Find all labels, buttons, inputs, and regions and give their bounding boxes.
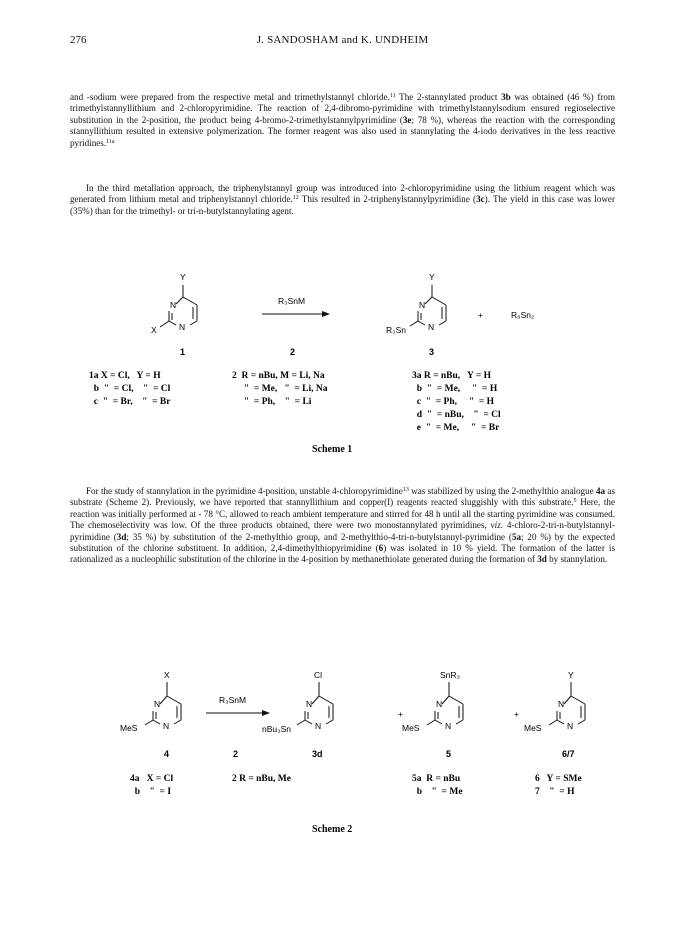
text-run: For the study of stannylation in the pyrimidine 4-position, unstable 4-chloropyrimidine [86,486,403,496]
table-row: b " = Me, " = H [412,384,498,394]
table-row: 4a X = Cl [130,774,174,784]
compound-reference: 3c [476,194,485,205]
compound-reference: 3b [501,92,511,102]
reagent-label: R₃SnM [219,695,247,705]
bond-1-c2-x [160,321,169,327]
text-run: viz [490,520,501,531]
atom-label: MeS [120,723,138,733]
atom-label: SnR₃ [440,670,460,680]
atom-label: Cl [314,670,323,680]
ring-4-bond [153,720,160,724]
atom-label: MeS [524,723,542,733]
atom-label: N [179,322,186,332]
atom-label: R₃Sn [386,325,406,335]
scheme-1-drawing [0,255,680,455]
atom-label: N [567,721,574,731]
reagent-label: R₃SnM [278,296,306,306]
table-row: 2 R = nBu, Me [232,774,291,784]
compound-reference: 3d [537,554,547,565]
atom-label: Y [180,272,186,282]
plus-sign: + [478,310,483,320]
scheme-caption: Scheme 1 [312,444,353,455]
ring-4-bond [167,696,181,704]
ring-3-bond [418,321,425,325]
text-run: and -sodium were prepared from the respective metal and trimethylstannyl chloride. [70,92,390,102]
ring-3d-bond [326,720,333,724]
text-run: as substrate (Scheme 2). Previously, we have reported that stannyllithium and copper(I) reagents reacted sluggishly with this substrate. [70,486,615,508]
ring-5-bond [456,720,463,724]
atom-label: nBu₃Sn [262,724,291,734]
substituent-table-1 [89,371,171,407]
text-run: ; 35 %) by substitution of the 2-methylthio group, and 2-methylthio-4-tri-n-butylstannyl-pyrimidine ( [126,531,512,542]
table-row: d " = nBu, " = Cl [412,410,501,420]
ring-3-bond [425,297,432,304]
page-number: 276 [70,34,87,46]
reaction-arrow-1-head [322,311,330,317]
ring-67-bond [571,696,585,704]
reference-superscript: 11a [106,138,115,145]
text-run: ; 20 %) by the expected substitution of the chlorine substituent. In addition, 2,4-dimethylthiopyrimidine ( [70,531,615,554]
text-run: In the third metallation approach, the triphenylstannyl group was introduced into 2-chloropyrimidine using the lithium reagent which was generated from lithium metal and triphenylstannyl chloride. [70,183,615,205]
compound-number: 5 [446,749,452,759]
atom-label: X [151,325,157,335]
table-row: 7 " = H [535,787,575,797]
compound-number: 4 [164,749,170,759]
ring-3d-bond [305,720,312,724]
substituent-table-2 [232,371,328,407]
plus-sign: + [514,709,519,719]
scheme-2-drawing [0,660,680,900]
ring-4-bond [174,720,181,724]
text-run: Here, the reaction was initially performed at - 78 °C, allowed to reach ambient temperature and stirred for 48 h until all the starting pyrimidine was consumed. The chemoselectivity was low. Of the three products obtained, there were two monostannylated pyrimidines, [70,497,615,531]
ring-1-bond [176,297,183,304]
paragraph-1 [70,92,615,149]
text-run: The 2-stannylated product [395,92,502,102]
ring-1-bond [169,321,176,325]
table-row: " = Me, " = Li, Na [232,384,328,394]
compound-number: 3d [312,749,323,759]
compound-number: 6/7 [562,749,575,759]
bond-4-c2-s [145,720,153,725]
page-header [70,34,615,50]
text-run: This resulted in 2-triphenylstannylpyrimidine ( [298,194,477,205]
ring-5-bond [435,720,442,724]
ring-1-bond [183,297,197,305]
atom-label: MeS [402,723,420,733]
compound-reference: 6 [378,543,384,554]
atom-label: N [419,300,426,310]
text-run: ; 78 %), whereas the reaction with the corresponding stannyllithium resulted in extensive polymerization. The former reagent was also used in stannylating the 4-iodo derivatives in the less reactive pyridines. [70,114,615,148]
ring-3d-bond [319,696,333,704]
ring-5-bond [442,696,449,704]
atom-label: N [306,699,313,709]
atom-label: N [163,721,170,731]
compound-number: 3 [429,347,435,357]
reference-superscript: 12 [292,195,299,202]
text-run: ). The yield in this case was lower (35%) than for the trimethyl- or tri-n-butylstannylating agent. [70,194,615,216]
byproduct-label: R₆Sn₂ [511,310,535,320]
running-title: J. SANDOSHAM and K. UNDHEIM [256,34,429,46]
table-row: b " = I [130,787,172,797]
compound-reference: 4a [596,486,606,496]
bond-3d-c2-sn [297,720,305,725]
table-row: 1a X = Cl, Y = H [89,371,161,381]
table-row: c " = Br, " = Br [89,397,171,407]
ring-4-bond [160,696,167,704]
table-row: " = Ph, " = Li [232,397,312,407]
bond-67-c2-s [549,720,557,725]
text-run: was obtained (46 %) from trimethylstannyllithium and 2-chloropyrimidine. The reaction of 2,4-dibromo-pyrimidine with trimethylstannylsodium ensured regioselective substitution in the 2-position, the product being 4-bromo-2-trimethylstannylpyrimidine ( [70,92,615,125]
text-run: . 4-chloro-2-tri-n-butylstannyl-pyrimidine ( [70,520,615,542]
atom-label: N [428,322,435,332]
ring-67-bond [564,696,571,704]
ring-67-bond [557,720,564,724]
ring-3d-bond [312,696,319,704]
table-row: c " = Ph, " = H [412,397,495,407]
table-row: 6 Y = SMe [535,774,582,784]
compound-reference: 3d [116,531,127,542]
table-row: 5a R = nBu [412,774,461,784]
scheme-1 [0,255,680,455]
bond-5-c2-s [427,720,435,725]
atom-label: N [558,699,565,709]
substituent-table-3 [412,371,501,433]
reference-superscript: 13 [402,487,409,493]
atom-label: Y [568,670,574,680]
atom-label: Y [429,272,435,282]
reference-superscript: 5 [573,498,577,505]
compound-reference: 5a [511,531,522,542]
ring-1-bond [190,321,197,325]
ring-3-bond [432,297,446,305]
table-row: 2 R = nBu, M = Li, Na [232,371,325,381]
scheme-2 [0,660,680,900]
ring-67-bond [578,720,585,724]
text-run: ) was isolated in 10 % yield. The formation of the latter is rationalized as a nucleophilic substitution of the chlorine in the 4-position by methanethiolate generated during the formation of [70,543,615,565]
table-row: e " = Me, " = Br [412,423,500,433]
text-run: by stannylation. [546,554,608,565]
atom-label: N [315,721,322,731]
atom-label: N [445,721,452,731]
atom-label: N [436,699,443,709]
table-row: b " = Cl, " = Cl [89,384,171,394]
text-run: was stabilized by using the 2-methylthio analogue [408,486,596,496]
paragraph-2 [70,183,615,217]
table-row: b " = Me [412,787,463,797]
compound-number: 2 [233,749,239,759]
reaction-arrow-2-head [262,710,270,716]
compound-number: 1 [180,347,186,357]
atom-label: X [164,670,170,680]
reference-superscript: 11 [389,93,396,99]
atom-label: N [170,300,177,310]
paragraph-3 [70,486,615,566]
compound-reference: 3e [402,114,412,125]
atom-label: N [154,699,161,709]
scheme-caption: Scheme 2 [312,824,353,835]
plus-sign: + [398,709,403,719]
compound-number: 2 [290,347,296,357]
ring-5-bond [449,696,463,704]
bond-3-c2-sn [410,321,418,326]
table-row: 3a R = nBu, Y = H [412,371,492,381]
ring-3-bond [439,321,446,325]
